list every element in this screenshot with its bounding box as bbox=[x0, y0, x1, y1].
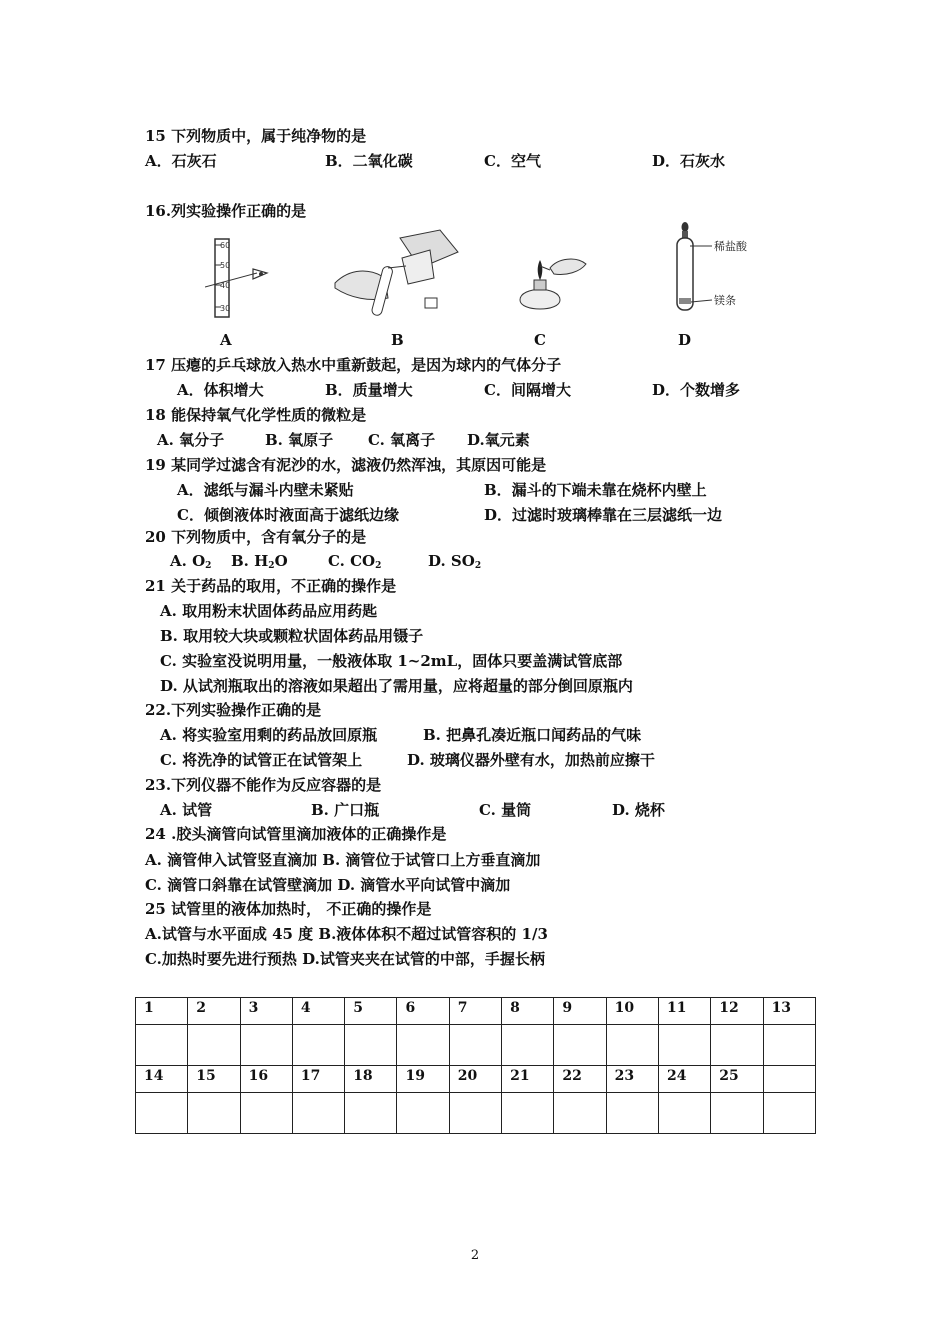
answer-blank-cell[interactable] bbox=[502, 1093, 554, 1134]
answer-number-cell: 8 bbox=[502, 998, 554, 1025]
answer-blank-cell[interactable] bbox=[449, 1093, 501, 1134]
answer-number-cell bbox=[763, 1066, 815, 1093]
figure-a-graduated-cylinder bbox=[205, 235, 285, 320]
cyl-mark-40: 40 bbox=[220, 281, 231, 290]
question-21-stem: 21 关于药品的取用，不正确的操作是 bbox=[145, 577, 397, 595]
answer-number-cell: 19 bbox=[397, 1066, 449, 1093]
cyl-mark-60: 60 bbox=[220, 241, 231, 250]
answer-number-cell: 13 bbox=[763, 998, 815, 1025]
question-23-stem: 23.下列仪器不能作为反应容器的是 bbox=[145, 776, 382, 794]
q19-option-c: C．倾倒液体时液面高于滤纸边缘 bbox=[177, 506, 399, 524]
answer-number-cell: 3 bbox=[240, 998, 292, 1025]
answer-blank-cell[interactable] bbox=[449, 1025, 501, 1066]
q25-options-ab: A.试管与水平面成 45 度 B.液体体积不超过试管容积的 1/3 bbox=[145, 925, 548, 943]
q15-option-b: B．二氧化碳 bbox=[325, 152, 413, 170]
answer-number-cell: 10 bbox=[606, 998, 658, 1025]
answer-number-cell: 20 bbox=[449, 1066, 501, 1093]
figure-c-alcohol-lamp bbox=[510, 238, 595, 320]
answer-table-numbers-row-2 bbox=[136, 1066, 816, 1093]
q24-options-ab: A. 滴管伸入试管竖直滴加 B. 滴管位于试管口上方垂直滴加 bbox=[145, 851, 541, 869]
q22-option-d: D. 玻璃仪器外壁有水，加热前应擦干 bbox=[407, 751, 655, 769]
answer-number-cell: 21 bbox=[502, 1066, 554, 1093]
answer-number-cell: 12 bbox=[711, 998, 763, 1025]
answer-blank-cell[interactable] bbox=[397, 1025, 449, 1066]
answer-number-cell: 23 bbox=[606, 1066, 658, 1093]
question-16-stem: 16.列实验操作正确的是 bbox=[145, 202, 307, 220]
q22-option-a: A. 将实验室用剩的药品放回原瓶 bbox=[160, 726, 378, 744]
q19-option-d: D．过滤时玻璃棒靠在三层滤纸一边 bbox=[484, 506, 723, 524]
figure-label-c: C bbox=[534, 331, 546, 349]
answer-number-cell: 1 bbox=[136, 998, 188, 1025]
q21-option-d: D. 从试剂瓶取出的溶液如果超出了需用量，应将超量的部分倒回原瓶内 bbox=[160, 677, 633, 695]
answer-number-cell: 15 bbox=[188, 1066, 240, 1093]
answer-blank-cell[interactable] bbox=[763, 1025, 815, 1066]
answer-blank-cell[interactable] bbox=[292, 1093, 344, 1134]
figure-label-a: A bbox=[220, 331, 232, 349]
answer-number-cell: 6 bbox=[397, 998, 449, 1025]
answer-blank-cell[interactable] bbox=[606, 1025, 658, 1066]
page-number: 2 bbox=[470, 1248, 480, 1263]
answer-blank-cell[interactable] bbox=[292, 1025, 344, 1066]
answer-number-cell: 11 bbox=[658, 998, 710, 1025]
answer-blank-cell[interactable] bbox=[554, 1093, 606, 1134]
answer-number-cell: 22 bbox=[554, 1066, 606, 1093]
figure-label-b: B bbox=[391, 331, 404, 349]
q20-option-c: C. $CO_2$ bbox=[328, 552, 382, 571]
q17-option-b: B．质量增大 bbox=[325, 381, 413, 399]
answer-blank-cell[interactable] bbox=[502, 1025, 554, 1066]
answer-blank-cell[interactable] bbox=[711, 1025, 763, 1066]
answer-table-numbers-row-1 bbox=[136, 998, 816, 1025]
answer-blank-cell[interactable] bbox=[397, 1093, 449, 1134]
answer-blank-cell[interactable] bbox=[606, 1093, 658, 1134]
cyl-mark-30: 30 bbox=[220, 304, 231, 313]
question-22-stem: 22.下列实验操作正确的是 bbox=[145, 701, 322, 719]
q18-option-d: D.氧元素 bbox=[467, 431, 530, 449]
question-18-stem: 18 能保持氧气化学性质的微粒是 bbox=[145, 406, 367, 424]
question-15-stem: 15 下列物质中，属于纯净物的是 bbox=[145, 127, 367, 145]
q23-option-c: C. 量筒 bbox=[479, 801, 532, 819]
q20-option-a: A. $O_2$ bbox=[170, 552, 212, 571]
q20-option-d: D. $SO_2$ bbox=[428, 552, 482, 571]
answer-blank-cell[interactable] bbox=[240, 1025, 292, 1066]
q18-option-b: B. 氧原子 bbox=[265, 431, 334, 449]
q15-option-a: A．石灰石 bbox=[145, 152, 217, 170]
figure-d-test-tube-dropper bbox=[660, 220, 770, 315]
question-20-stem: 20 下列物质中，含有氧分子的是 bbox=[145, 528, 367, 546]
label-dilute-hcl: 稀盐酸 bbox=[714, 240, 747, 253]
figure-label-d: D bbox=[678, 331, 692, 349]
question-25-stem: 25 试管里的液体加热时， 不正确的操作是 bbox=[145, 900, 432, 918]
answer-number-cell: 9 bbox=[554, 998, 606, 1025]
answer-number-cell: 17 bbox=[292, 1066, 344, 1093]
q19-option-b: B．漏斗的下端未靠在烧杯内壁上 bbox=[484, 481, 707, 499]
answer-blank-cell[interactable] bbox=[658, 1093, 710, 1134]
q23-option-b: B. 广口瓶 bbox=[311, 801, 380, 819]
cyl-mark-50: 50 bbox=[220, 261, 231, 270]
answer-blank-cell[interactable] bbox=[188, 1093, 240, 1134]
q18-option-c: C. 氧离子 bbox=[368, 431, 436, 449]
q21-option-b: B. 取用较大块或颗粒状固体药品用镊子 bbox=[160, 627, 424, 645]
answer-number-cell: 14 bbox=[136, 1066, 188, 1093]
answer-blank-cell[interactable] bbox=[136, 1025, 188, 1066]
q22-option-b: B. 把鼻孔凑近瓶口闻药品的气味 bbox=[423, 726, 642, 744]
q18-option-a: A. 氧分子 bbox=[157, 431, 225, 449]
q17-option-d: D．个数增多 bbox=[652, 381, 741, 399]
answer-number-cell: 16 bbox=[240, 1066, 292, 1093]
answer-table-blank-row-1 bbox=[136, 1025, 816, 1066]
q21-option-a: A. 取用粉末状固体药品应用药匙 bbox=[160, 602, 378, 620]
figure-b-pouring-liquid bbox=[330, 228, 465, 320]
answer-blank-cell[interactable] bbox=[711, 1093, 763, 1134]
answer-number-cell: 25 bbox=[711, 1066, 763, 1093]
answer-number-cell: 24 bbox=[658, 1066, 710, 1093]
answer-blank-cell[interactable] bbox=[240, 1093, 292, 1134]
answer-blank-cell[interactable] bbox=[188, 1025, 240, 1066]
answer-blank-cell[interactable] bbox=[763, 1093, 815, 1134]
answer-number-cell: 5 bbox=[345, 998, 397, 1025]
q19-option-a: A．滤纸与漏斗内壁未紧贴 bbox=[177, 481, 354, 499]
q15-option-c: C．空气 bbox=[484, 152, 541, 170]
q22-option-c: C. 将洗净的试管正在试管架上 bbox=[160, 751, 363, 769]
answer-table-blank-row-2 bbox=[136, 1093, 816, 1134]
q23-option-a: A. 试管 bbox=[160, 801, 213, 819]
answer-number-cell: 18 bbox=[345, 1066, 397, 1093]
answer-blank-cell[interactable] bbox=[136, 1093, 188, 1134]
answer-number-cell: 7 bbox=[449, 998, 501, 1025]
answer-blank-cell[interactable] bbox=[345, 1025, 397, 1066]
q25-options-cd: C.加热时要先进行预热 D.试管夹夹在试管的中部，手握长柄 bbox=[145, 950, 545, 968]
answer-blank-cell[interactable] bbox=[345, 1093, 397, 1134]
question-17-stem: 17 压瘪的乒乓球放入热水中重新鼓起，是因为球内的气体分子 bbox=[145, 356, 562, 374]
question-19-stem: 19 某同学过滤含有泥沙的水，滤液仍然浑浊，其原因可能是 bbox=[145, 456, 547, 474]
answer-blank-cell[interactable] bbox=[554, 1025, 606, 1066]
question-24-stem: 24 .胶头滴管向试管里滴加液体的正确操作是 bbox=[145, 825, 447, 843]
q17-option-c: C．间隔增大 bbox=[484, 381, 571, 399]
label-mg-strip: 镁条 bbox=[714, 294, 736, 307]
answer-table bbox=[135, 997, 816, 1134]
q20-option-b: B. $H_2O$ bbox=[231, 552, 288, 571]
answer-number-cell: 2 bbox=[188, 998, 240, 1025]
answer-number-cell: 4 bbox=[292, 998, 344, 1025]
q24-options-cd: C. 滴管口斜靠在试管壁滴加 D. 滴管水平向试管中滴加 bbox=[145, 876, 511, 894]
q21-option-c: C. 实验室没说明用量，一般液体取 1~2mL，固体只要盖满试管底部 bbox=[160, 652, 623, 670]
answer-blank-cell[interactable] bbox=[658, 1025, 710, 1066]
q17-option-a: A．体积增大 bbox=[177, 381, 264, 399]
q23-option-d: D. 烧杯 bbox=[612, 801, 665, 819]
q15-option-d: D．石灰水 bbox=[652, 152, 726, 170]
